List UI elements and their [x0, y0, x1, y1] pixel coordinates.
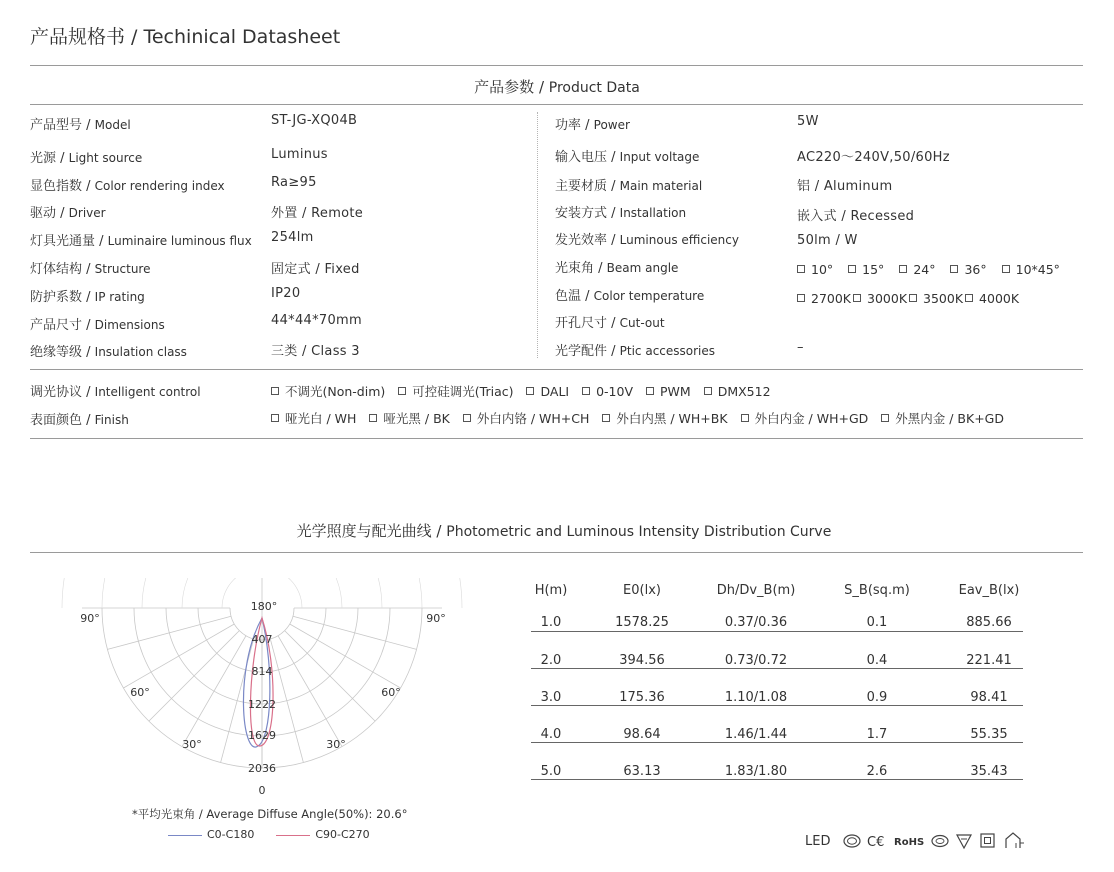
polar-spoke [107, 616, 231, 649]
table-cell: 885.66 [966, 615, 1012, 630]
table-cell: 98.41 [970, 690, 1008, 705]
legend-label: C0-C180 [207, 828, 255, 841]
option-label: 3000K [867, 291, 908, 306]
checkbox-icon[interactable] [646, 387, 654, 395]
photometric-title: 光学照度与配光曲线 / Photometric and Luminous Intensity Distribution Curve [296, 522, 832, 540]
spec-label: 光源 / Light source [30, 151, 143, 166]
table-cell: 175.36 [619, 690, 665, 705]
option-checkbox-item[interactable] [526, 384, 569, 399]
spec-label: 显色指数 / Color rendering index [30, 179, 225, 194]
legend-item [168, 828, 254, 841]
angle-label: 0 [258, 784, 266, 797]
spec-value: 外置 / Remote [271, 206, 364, 221]
table-cell: 2.0 [540, 653, 562, 668]
spec-value: 固定式 / Fixed [271, 262, 360, 277]
table-row-line [531, 705, 1023, 706]
spec-value: IP20 [271, 286, 301, 301]
spec-value: 5W [797, 114, 819, 129]
checkbox-icon[interactable] [271, 414, 279, 422]
angle-label: 30° [326, 738, 346, 751]
table-header: S_B(sq.m) [844, 583, 910, 598]
spec-label: 发光效率 / Luminous efficiency [555, 233, 739, 248]
divider-control [30, 369, 1083, 370]
option-label: 10*45° [1015, 262, 1060, 277]
checkbox-icon[interactable] [950, 265, 958, 273]
radial-label: 2036 [248, 762, 276, 775]
table-cell: 1.7 [866, 727, 888, 742]
divider-photometric [30, 552, 1083, 553]
divider-bottom-specs [30, 438, 1083, 439]
table-cell: 1.46/1.44 [724, 727, 788, 742]
table-cell: 1.10/1.08 [724, 690, 788, 705]
doc-title: 产品规格书 / Techinical Datasheet [30, 26, 341, 48]
legend-label: C90-C270 [315, 828, 370, 841]
angle-label: 60° [130, 686, 150, 699]
spec-value: 嵌入式 / Recessed [797, 209, 915, 224]
option-label: 10° [811, 262, 834, 277]
option-label: DALI [540, 384, 570, 399]
checkbox-icon[interactable] [909, 294, 917, 302]
checkbox-icon[interactable] [582, 387, 590, 395]
spec-label: 光束角 / Beam angle [555, 261, 679, 276]
radial-label: 1222 [248, 698, 276, 711]
ce-mark-icon: C€ [866, 834, 884, 850]
column-divider [537, 112, 538, 358]
control-label: 调光协议 / Intelligent control [30, 385, 201, 400]
ccc-icon [844, 835, 860, 847]
certification-marks [805, 830, 1060, 851]
option-label: 4000K [979, 291, 1020, 306]
table-row-line [531, 742, 1023, 743]
table-row-line [531, 631, 1023, 632]
cqc-icon [932, 835, 948, 846]
spec-label: 灯体结构 / Structure [30, 262, 151, 277]
beam-angle-options [797, 262, 1075, 277]
product-data-title-en: Product Data [548, 80, 640, 96]
f-mark-icon [957, 835, 971, 848]
radial-label: 1629 [248, 729, 276, 742]
divider-product-header [30, 104, 1083, 105]
table-cell: 35.43 [970, 764, 1008, 779]
option-checkbox-item[interactable] [741, 411, 869, 426]
finish-options [271, 409, 1017, 427]
checkbox-icon[interactable] [848, 265, 856, 273]
spec-label: 主要材质 / Main material [555, 179, 703, 194]
table-cell: 5.0 [540, 764, 562, 779]
option-checkbox-item[interactable] [398, 384, 513, 399]
spec-label: 产品尺寸 / Dimensions [30, 318, 165, 333]
checkbox-icon[interactable] [881, 414, 889, 422]
checkbox-icon[interactable] [899, 265, 907, 273]
spec-label: 输入电压 / Input voltage [555, 150, 700, 165]
option-checkbox-item[interactable] [909, 291, 963, 306]
table-cell: 0.1 [866, 615, 888, 630]
checkbox-icon[interactable] [965, 294, 973, 302]
option-checkbox-item[interactable] [1002, 262, 1060, 277]
option-label: 2700K [811, 291, 852, 306]
checkbox-icon[interactable] [704, 387, 712, 395]
table-cell: 0.4 [866, 653, 888, 668]
finish-label: 表面颜色 / Finish [30, 413, 129, 428]
checkbox-icon[interactable] [526, 387, 534, 395]
angle-label: 30° [182, 738, 202, 751]
checkbox-icon[interactable] [369, 414, 377, 422]
polar-legend [168, 828, 370, 841]
spec-value: 254lm [271, 230, 314, 245]
checkbox-icon[interactable] [271, 387, 279, 395]
option-label: 24° [913, 262, 936, 277]
angle-label: 60° [381, 686, 401, 699]
option-checkbox-item[interactable] [950, 262, 986, 277]
option-label: 外白内黑 / WH+BK [616, 411, 728, 426]
spec-label: 产品型号 / Model [30, 118, 131, 133]
option-label: 哑光白 / WH [285, 411, 357, 426]
polar-spoke [278, 636, 342, 747]
table-cell: 98.64 [623, 727, 661, 742]
polar-spoke [290, 624, 401, 688]
option-checkbox-item[interactable] [704, 384, 771, 399]
spec-label: 开孔尺寸 / Cut-out [555, 316, 665, 331]
product-data-title-cn: 产品参数 / [474, 78, 549, 96]
table-cell: 1.0 [540, 615, 562, 630]
spec-label: 驱动 / Driver [30, 206, 106, 221]
option-checkbox-item[interactable] [369, 411, 449, 426]
table-cell: 4.0 [540, 727, 562, 742]
polar-spoke [285, 631, 376, 722]
table-cell: 394.56 [619, 653, 665, 668]
option-checkbox-item[interactable] [881, 411, 1004, 426]
table-cell: 1578.25 [615, 615, 669, 630]
option-label: PWM [660, 384, 691, 399]
option-label: 0-10V [596, 384, 634, 399]
checkbox-icon[interactable] [797, 265, 805, 273]
spec-value: AC220～240V,50/60Hz [797, 150, 950, 165]
spec-value: – [797, 340, 804, 355]
option-label: 15° [862, 262, 885, 277]
option-label: 外黑内金 / BK+GD [895, 411, 1004, 426]
polar-spoke [149, 631, 240, 722]
spec-label: 光学配件 / Ptic accessories [555, 344, 716, 359]
option-checkbox-item[interactable] [271, 384, 385, 399]
table-cell: 0.37/0.36 [724, 615, 788, 630]
table-cell: 0.9 [866, 690, 888, 705]
color-temp-options [797, 291, 1021, 306]
table-header: H(m) [534, 583, 568, 598]
angle-label: 180° [250, 600, 278, 613]
legend-swatch [168, 835, 202, 836]
spec-value: 三类 / Class 3 [271, 344, 360, 359]
option-checkbox-item[interactable] [582, 384, 633, 399]
option-label: 外白内铬 / WH+CH [476, 411, 590, 426]
checkbox-icon[interactable] [602, 414, 610, 422]
spec-label: 绝缘等级 / Insulation class [30, 345, 187, 360]
control-options [271, 382, 784, 400]
table-cell: 221.41 [966, 653, 1012, 668]
spec-value: Luminus [271, 147, 328, 162]
table-cell: 55.35 [970, 727, 1008, 742]
option-checkbox-item[interactable] [463, 411, 590, 426]
polar-spoke [182, 636, 246, 747]
option-checkbox-item[interactable] [848, 262, 884, 277]
table-cell: 3.0 [540, 690, 562, 705]
diffuse-angle-caption: *平均光束角 / Average Diffuse Angle(50%): 20.6° [132, 807, 408, 821]
option-label: 3500K [923, 291, 964, 306]
checkbox-icon[interactable] [398, 387, 406, 395]
table-header: E0(lx) [623, 583, 661, 598]
spec-label: 防护系数 / IP rating [30, 290, 145, 305]
divider-top [30, 65, 1083, 66]
checkbox-icon[interactable] [463, 414, 471, 422]
option-checkbox-item[interactable] [965, 291, 1019, 306]
checkbox-icon[interactable] [1002, 265, 1010, 273]
option-label: 可控硅调光(Triac) [412, 384, 514, 399]
angle-label: 90° [80, 612, 100, 625]
house-icon [1006, 833, 1024, 848]
product-data-title [0, 76, 1114, 97]
option-checkbox-item[interactable] [602, 411, 727, 426]
spec-label: 安装方式 / Installation [555, 206, 687, 221]
checkbox-icon[interactable] [853, 294, 861, 302]
table-row-line [531, 779, 1023, 780]
spec-value: 44*44*70mm [271, 313, 362, 328]
checkbox-icon[interactable] [797, 294, 805, 302]
spec-value: 50lm / W [797, 233, 858, 248]
polar-spoke [293, 616, 417, 649]
option-label: 36° [964, 262, 987, 277]
option-checkbox-item[interactable] [899, 262, 935, 277]
cert-icons [840, 831, 1060, 851]
spec-label: 灯具光通量 / Luminaire luminous flux [30, 234, 252, 249]
led-label: LED [805, 834, 831, 849]
option-checkbox-item[interactable] [797, 262, 833, 277]
table-header: Eav_B(lx) [958, 583, 1020, 598]
legend-item [276, 828, 369, 841]
spec-value: 铝 / Aluminum [797, 179, 893, 194]
radial-label: 407 [251, 633, 273, 646]
option-label: 外白内金 / WH+GD [754, 411, 869, 426]
option-checkbox-item[interactable] [797, 291, 851, 306]
spec-label: 色温 / Color temperature [555, 289, 705, 304]
legend-swatch [276, 835, 310, 836]
table-cell: 0.73/0.72 [724, 653, 788, 668]
checkbox-icon[interactable] [741, 414, 749, 422]
spec-label: 功率 / Power [555, 118, 630, 133]
angle-label: 90° [426, 612, 446, 625]
option-checkbox-item[interactable] [271, 411, 356, 426]
option-checkbox-item[interactable] [853, 291, 907, 306]
option-label: DMX512 [717, 384, 771, 399]
table-cell: 1.83/1.80 [724, 764, 788, 779]
table-cell: 2.6 [866, 764, 888, 779]
table-row-line [531, 668, 1023, 669]
option-label: 哑光黑 / BK [383, 411, 450, 426]
class-ii-icon [981, 834, 994, 847]
option-label: 不调光(Non-dim) [285, 384, 386, 399]
polar-spoke [123, 624, 234, 688]
spec-value: Ra≥95 [271, 175, 317, 190]
table-header: Dh/Dv_B(m) [716, 583, 796, 598]
option-checkbox-item[interactable] [646, 384, 691, 399]
polar-chart [60, 578, 480, 798]
table-cell: 63.13 [623, 764, 661, 779]
spec-value: ST-JG-XQ04B [271, 113, 358, 128]
rohs-icon: RoHS [893, 836, 924, 848]
radial-label: 814 [251, 665, 273, 678]
